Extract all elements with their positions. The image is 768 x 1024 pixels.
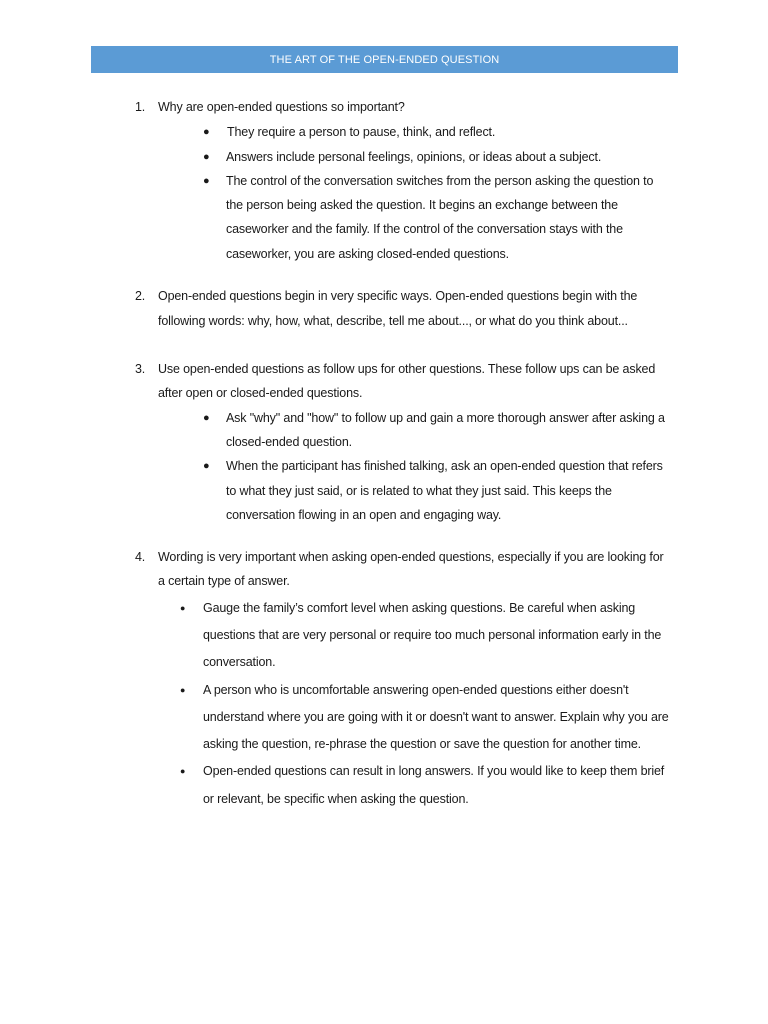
list-item-text: following words: why, how, what, describe, tell me about..., or what do you think about... (158, 314, 628, 328)
page-title: THE ART OF THE OPEN-ENDED QUESTION (91, 46, 678, 73)
list-number: 2. (135, 289, 146, 303)
bullet-icon: ● (203, 175, 210, 187)
bullet-icon: ● (203, 151, 210, 163)
bullet-text: conversation. (203, 655, 276, 669)
bullet-text: When the participant has finished talking, ask an open-ended question that refers (226, 459, 663, 473)
bullet-icon: ● (203, 412, 210, 424)
bullet-text: or relevant, be specific when asking the question. (203, 792, 469, 806)
bullet-text: They require a person to pause, think, and reflect. (227, 125, 496, 139)
bullet-text: caseworker, you are asking closed-ended questions. (226, 247, 509, 261)
list-item-text: Why are open-ended questions so important? (158, 100, 405, 114)
bullet-icon: ● (180, 685, 186, 695)
bullet-text: Gauge the family’s comfort level when asking questions. Be careful when asking (203, 601, 636, 615)
list-item-text: Open-ended questions begin in very specific ways. Open-ended questions begin with the (158, 289, 638, 303)
bullet-icon: ● (203, 126, 210, 138)
bullet-text: A person who is uncomfortable answering open-ended questions either doesn't (203, 683, 629, 697)
bullet-icon: ● (180, 766, 186, 776)
bullet-text: closed-ended question. (226, 435, 352, 449)
list-item-text: after open or closed-ended questions. (158, 386, 363, 400)
bullet-text: caseworker and the family. If the control of the conversation stays with the (226, 222, 623, 236)
bullet-text: The control of the conversation switches from the person asking the question to (226, 174, 654, 188)
list-number: 4. (135, 550, 146, 564)
bullet-text: Ask "why" and "how" to follow up and gain a more thorough answer after asking a (226, 411, 665, 425)
list-number: 1. (135, 100, 146, 114)
bullet-text: Open-ended questions can result in long answers. If you would like to keep them brief (203, 764, 665, 778)
bullet-text: the person being asked the question. It begins an exchange between the (226, 198, 618, 212)
bullet-text: understand where you are going with it or doesn't want to answer. Explain why you are (203, 710, 669, 724)
list-item-text: Wording is very important when asking open-ended questions, especially if you are looking for (158, 550, 664, 564)
bullet-text: Answers include personal feelings, opinions, or ideas about a subject. (226, 150, 602, 164)
bullet-text: asking the question, re-phrase the question or save the question for another time. (203, 737, 641, 751)
bullet-icon: ● (180, 603, 186, 613)
bullet-text: to what they just said, or is related to what they just said. This keeps the (226, 484, 612, 498)
bullet-text: conversation flowing in an open and engaging way. (226, 508, 502, 522)
list-number: 3. (135, 362, 146, 376)
list-item-text: Use open-ended questions as follow ups for other questions. These follow ups can be asked (158, 362, 656, 376)
bullet-icon: ● (203, 460, 210, 472)
list-item-text: a certain type of answer. (158, 574, 290, 588)
bullet-text: questions that are very personal or require too much personal information early in the (203, 628, 662, 642)
